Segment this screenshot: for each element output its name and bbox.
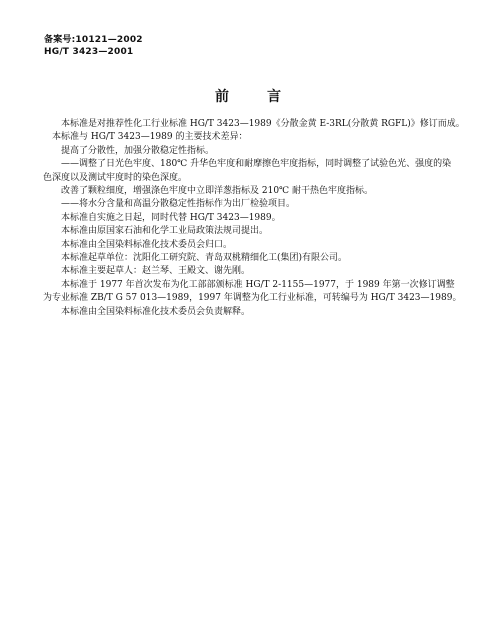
paragraph-line: 本标准由原国家石油和化学工业局政策法规司提出。 <box>61 226 269 237</box>
paragraph-line: 本标准主要起草人：赵兰琴、王殿文、谢先刚。 <box>61 266 251 277</box>
title-char-2: 言 <box>267 89 281 105</box>
standard-code: HG/T 3423—2001 <box>44 47 134 57</box>
paragraph-line: 本标准由全国染料标准化技术委员会归口。 <box>61 239 233 250</box>
paragraph-line: 本标准是对推荐性化工行业标准 HG/T 3423—1989《分散金黄 E-3RL(分散黄 RGFL)》修订而成。 <box>61 119 465 129</box>
paragraph-line: 色深度以及测试牢度时的染色深度。 <box>43 172 188 183</box>
paragraph-line: ——调整了日光色牢度、180℃ 升华色牢度和耐摩擦色牢度指标，同时调整了试验色光、强度的染 <box>61 159 452 170</box>
paragraph-line: 提高了分散性，加强分散稳定性指标。 <box>61 145 215 156</box>
paragraph-line: 改善了颗粒细度，增强涤色牢度中立即洋葱指标及 210℃ 耐干热色牢度指标。 <box>61 186 373 197</box>
record-number: 备案号:10121—2002 <box>44 35 143 45</box>
paragraph-line: 本标准起草单位：沈阳化工研究院、青岛双桃精细化工(集团)有限公司。 <box>61 253 348 264</box>
paragraph-line: ——将水分含量和高温分散稳定性指标作为出厂检验项目。 <box>61 199 296 210</box>
paragraph-line: 本标准与 HG/T 3423—1989 的主要技术差异： <box>52 132 248 143</box>
paragraph-line: 本标准于 1977 年首次发布为化工部部颁标准 HG/T 2-1155—1977，于 1989 年第一次修订调整 <box>61 279 455 290</box>
paragraph-line: 为专业标准 ZB/T G 57 013—1989，1997 年调整为化工行业标准，可转编号为 HG/T 3423—1989。 <box>43 293 462 304</box>
section-title <box>0 88 496 106</box>
title-char-1: 前 <box>215 89 229 105</box>
foreword-body <box>43 118 467 319</box>
paragraph-line: 本标准自实施之日起，同时代替 HG/T 3423—1989。 <box>61 212 281 223</box>
paragraph-line: 本标准由全国染料标准化技术委员会负责解释。 <box>61 306 251 317</box>
